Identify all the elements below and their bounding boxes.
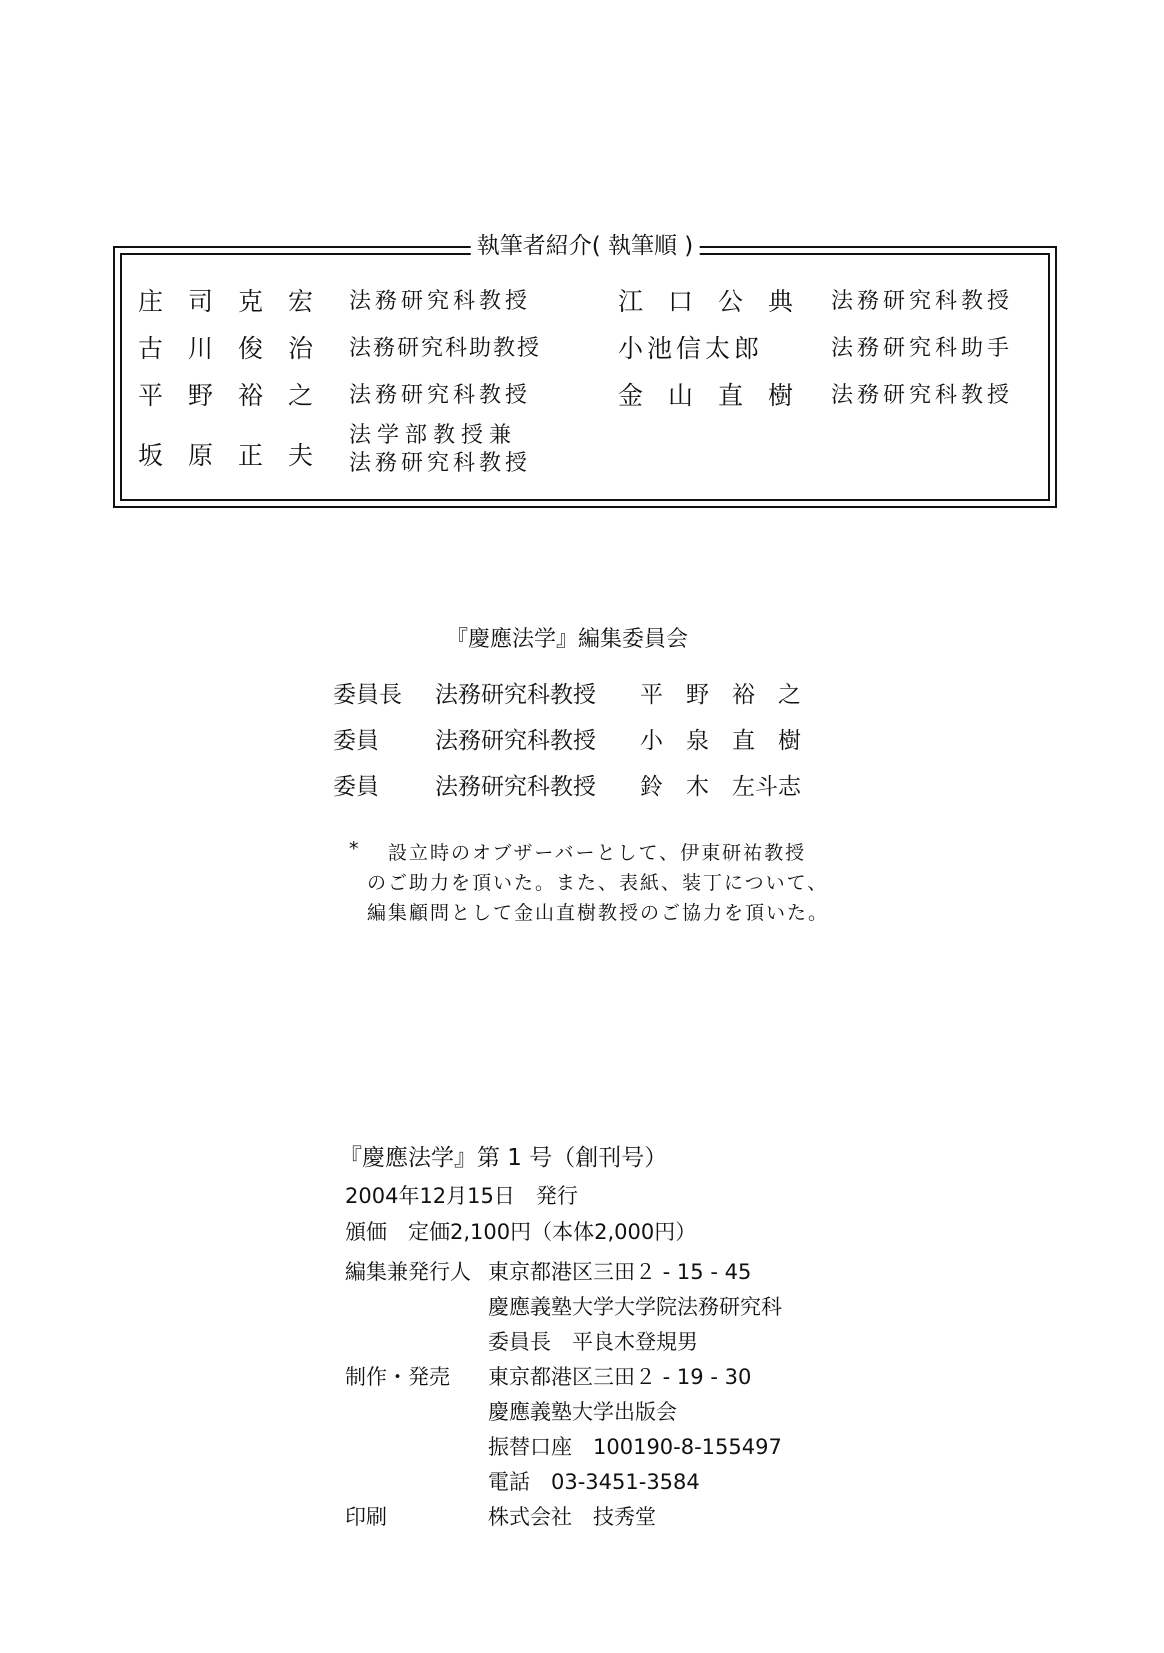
author-title: 法務研究科教授 (349, 383, 532, 408)
author-name: 坂原正夫 (138, 441, 339, 470)
committee-name: 平 野 裕 之 (640, 682, 801, 708)
production-address: 東京都港区三田２ - 19 - 30 (488, 1365, 752, 1389)
author-title: 法務研究科教授 (831, 289, 1014, 314)
committee-role: 委員 (333, 728, 379, 754)
editor-address: 東京都港区三田２ - 15 - 45 (488, 1260, 752, 1284)
author-name: 金山直樹 (618, 381, 819, 410)
editor-label: 編集兼発行人 (345, 1260, 471, 1284)
author-title: 法学部教授兼 (349, 423, 518, 448)
editor-org: 慶應義塾大学大学院法務研究科 (488, 1295, 782, 1319)
printer-name: 株式会社 技秀堂 (488, 1505, 656, 1529)
author-name: 庄司克宏 (138, 287, 339, 316)
colophon-price: 頒価 定価2,100円（本体2,000円） (345, 1220, 697, 1244)
colophon-title: 『慶應法学』第 1 号（創刊号） (339, 1145, 668, 1171)
editor-person: 委員長 平良木登規男 (488, 1330, 698, 1354)
committee-role: 委員 (333, 774, 379, 800)
committee-name: 鈴 木 左斗志 (640, 774, 801, 800)
printer-label: 印刷 (345, 1505, 387, 1529)
committee-title: 法務研究科教授 (435, 682, 596, 708)
committee-title: 法務研究科教授 (435, 728, 596, 754)
production-phone: 電話 03‐3451‐3584 (488, 1470, 700, 1494)
author-name: 小池信太郎 (618, 334, 764, 363)
author-title: 法務研究科教授 (831, 383, 1014, 408)
note-mark: * (349, 838, 361, 860)
author-name: 平野裕之 (138, 381, 339, 410)
committee-name: 小 泉 直 樹 (640, 728, 801, 754)
author-title: 法務研究科助手 (831, 336, 1014, 361)
note-line: 設立時のオブザーバーとして、伊東研祐教授 (388, 842, 807, 864)
committee-role: 委員長 (333, 682, 402, 708)
author-name: 古川俊治 (138, 334, 339, 363)
committee-heading: 『慶應法学』編集委員会 (446, 627, 689, 652)
note-line: のご助力を頂いた。また、表紙、装丁について、 (367, 872, 829, 894)
authors-title: 執筆者紹介( 執筆順 ) (471, 232, 700, 260)
production-org: 慶應義塾大学出版会 (488, 1400, 677, 1424)
colophon-date: 2004年12月15日 発行 (345, 1184, 578, 1208)
author-name: 江口公典 (618, 287, 819, 316)
author-title: 法務研究科教授 (349, 289, 532, 314)
author-title: 法務研究科助教授 (349, 336, 542, 361)
committee-title: 法務研究科教授 (435, 774, 596, 800)
production-label: 制作・発売 (345, 1365, 450, 1389)
production-transfer: 振替口座 100190‐8‐155497 (488, 1435, 782, 1459)
author-title: 法務研究科教授 (349, 451, 532, 476)
note-line: 編集顧問として金山直樹教授のご協力を頂いた。 (367, 902, 830, 924)
